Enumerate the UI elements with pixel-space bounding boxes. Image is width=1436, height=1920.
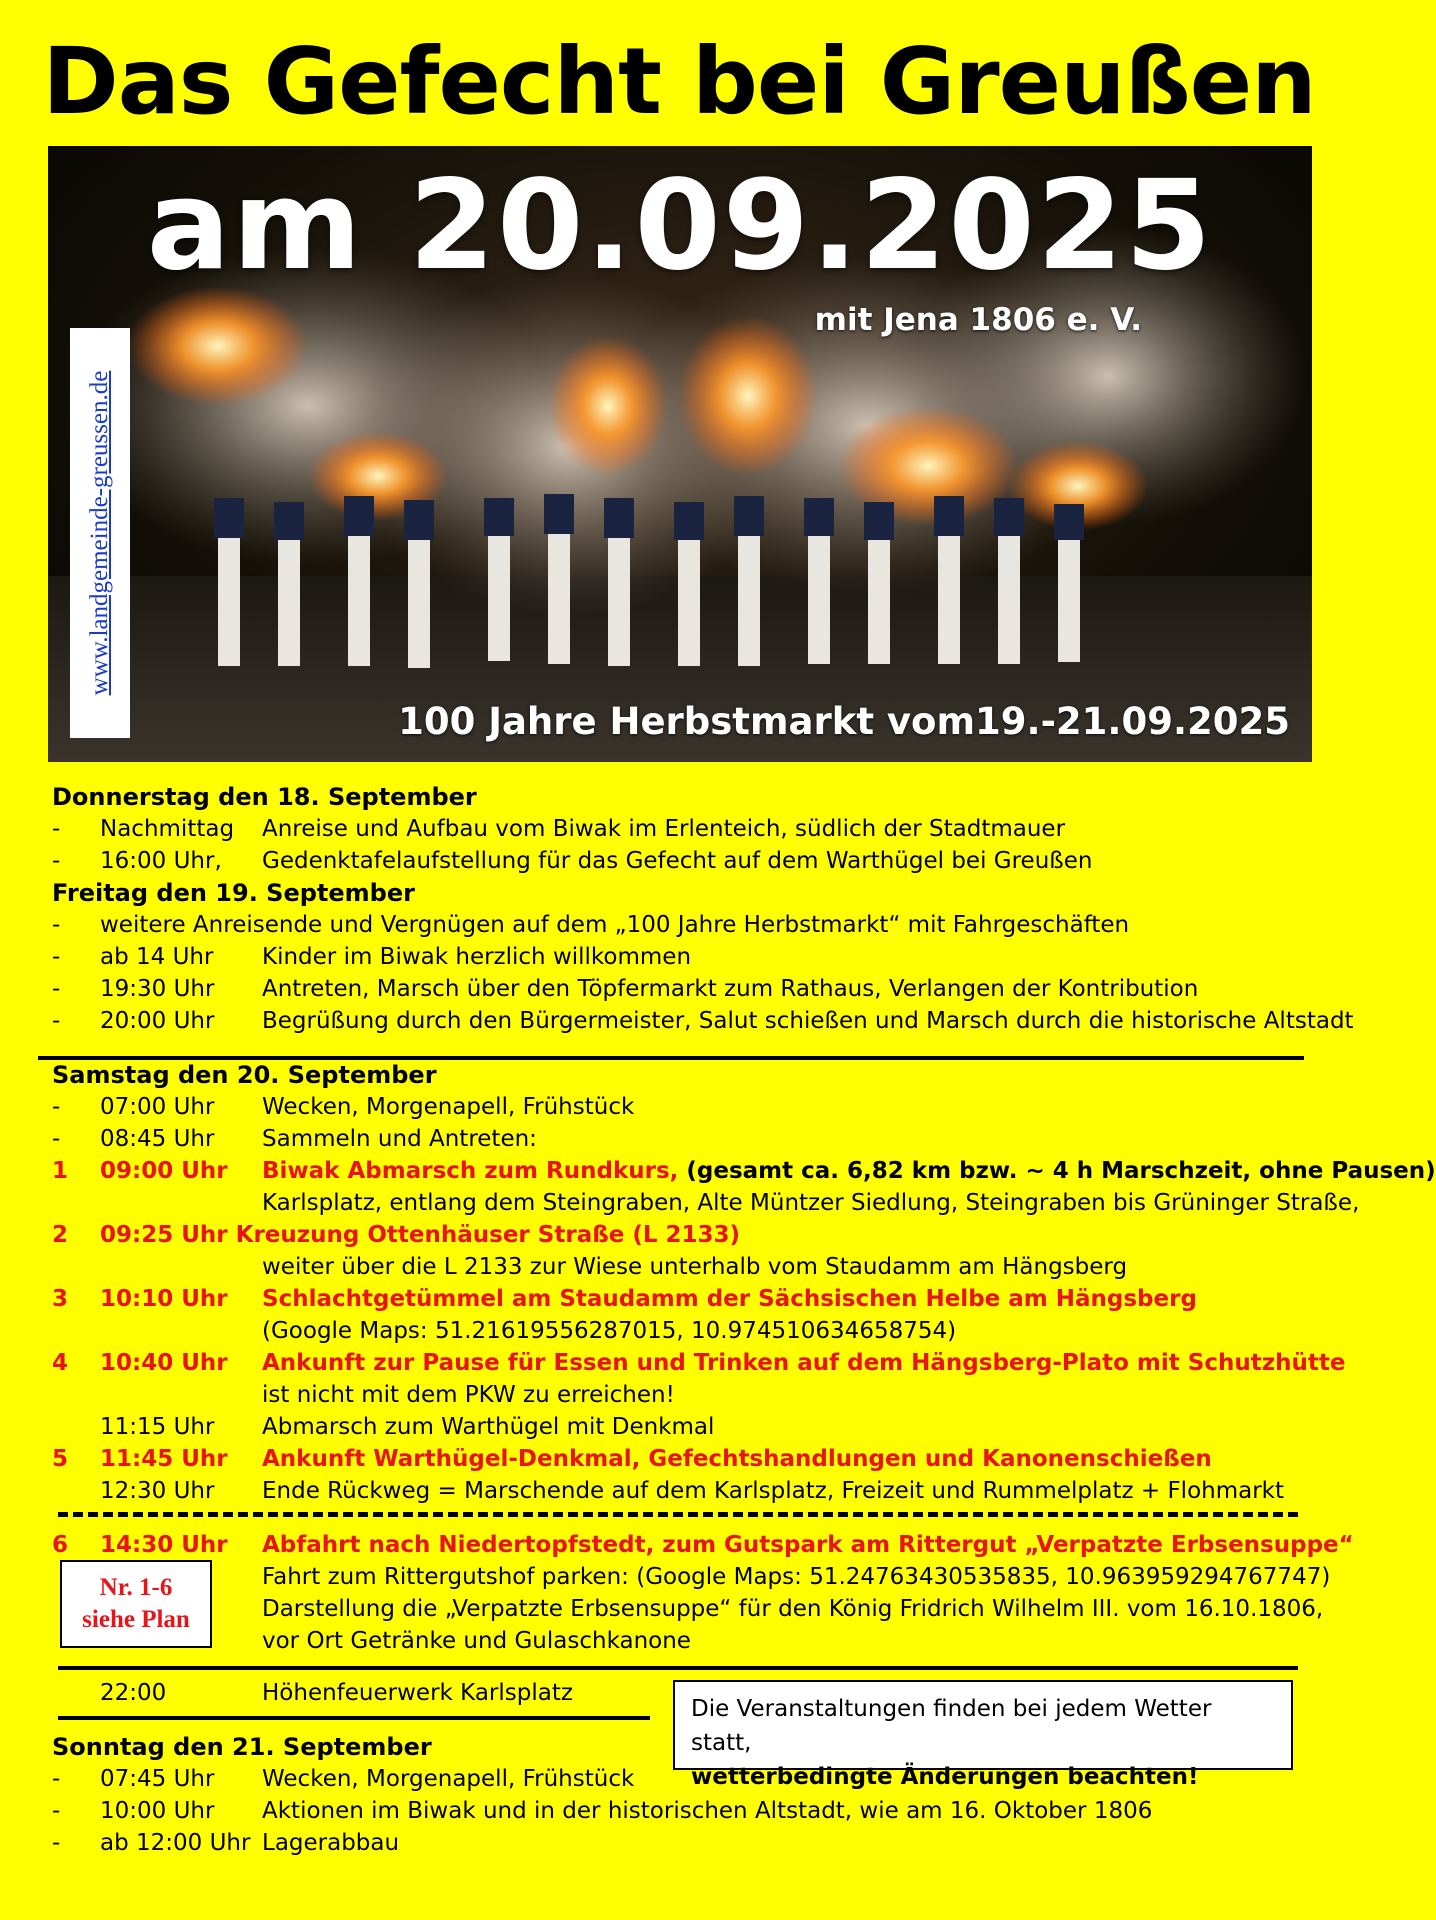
row-time: 11:15 Uhr <box>100 1414 215 1440</box>
row-text: (Google Maps: 51.21619556287015, 10.974510634658754) <box>262 1318 957 1344</box>
day-heading-saturday: Samstag den 20. September <box>52 1061 437 1089</box>
plan-note <box>60 1560 212 1648</box>
row-marker: - <box>52 1126 61 1152</box>
day-heading-thursday: Donnerstag den 18. September <box>52 783 477 811</box>
weather-note-line1: Die Veranstaltungen finden bei jedem Wetter statt, <box>691 1696 1212 1756</box>
row-text: Begrüßung durch den Bürgermeister, Salut schießen und Marsch durch die historische Altstadt <box>262 1008 1354 1034</box>
row-text: Abfahrt nach Niedertopfstedt, zum Gutspark am Rittergut „Verpatzte Erbsensuppe“ <box>262 1532 1354 1558</box>
row-text: ist nicht mit dem PKW zu erreichen! <box>262 1382 675 1408</box>
station-number: 4 <box>52 1350 69 1376</box>
event-photo <box>48 146 1312 762</box>
station-number: 3 <box>52 1286 69 1312</box>
day-heading-sunday: Sonntag den 21. September <box>52 1733 432 1761</box>
row-text: Biwak Abmarsch zum Rundkurs, <box>262 1158 679 1184</box>
row-time: Nachmittag <box>100 816 235 842</box>
row-text: Ankunft Warthügel-Denkmal, Gefechtshandlungen und Kanonenschießen <box>262 1446 1212 1472</box>
row-text: Aktionen im Biwak und in der historischen Altstadt, wie am 16. Oktober 1806 <box>262 1798 1153 1824</box>
website-badge <box>70 328 130 738</box>
station-number: 2 <box>52 1222 69 1248</box>
row-marker: - <box>52 1830 61 1856</box>
website-link[interactable]: www.landgemeinde-greussen.de <box>86 370 113 696</box>
row-marker: - <box>52 1798 61 1824</box>
divider <box>58 1666 1298 1670</box>
row-marker: - <box>52 944 61 970</box>
divider <box>58 1716 650 1720</box>
row-text: Antreten, Marsch über den Töpfermarkt zum Rathaus, Verlangen der Kontribution <box>262 976 1199 1002</box>
row-extra: (gesamt ca. 6,82 km bzw. ~ 4 h Marschzeit, ohne Pausen) <box>678 1158 1436 1184</box>
row-time: 14:30 Uhr <box>100 1532 228 1558</box>
row-marker: - <box>52 976 61 1002</box>
weather-note <box>673 1680 1293 1790</box>
day-heading-friday: Freitag den 19. September <box>52 879 415 907</box>
row-marker: - <box>52 1008 61 1034</box>
row-time: 12:30 Uhr <box>100 1478 215 1504</box>
row-time: 22:00 <box>100 1680 167 1706</box>
row-text: Kinder im Biwak herzlich willkommen <box>262 944 692 970</box>
plan-note-line1: Nr. 1-6 <box>99 1574 173 1601</box>
station-number: 1 <box>52 1158 69 1184</box>
row-marker: - <box>52 912 61 938</box>
row-time: 10:10 Uhr <box>100 1286 228 1312</box>
row-text: weitere Anreisende und Vergnügen auf dem „100 Jahre Herbstmarkt“ mit Fahrgeschäften <box>100 912 1130 938</box>
row-time: ab 12:00 Uhr <box>100 1830 251 1856</box>
poster-title: Das Gefecht bei Greußen <box>42 28 1316 135</box>
event-date: am 20.09.2025 <box>146 154 1214 298</box>
plan-note-line2: siehe Plan <box>82 1606 190 1633</box>
row-text: Fahrt zum Rittergutshof parken: (Google Maps: 51.24763430535835, 10.963959294767747) <box>262 1564 1331 1590</box>
row-time: 10:00 Uhr <box>100 1798 215 1824</box>
row-text: Karlsplatz, entlang dem Steingraben, Alte Müntzer Siedlung, Steingraben bis Grüninger Straße, <box>262 1190 1360 1216</box>
row-time: ab 14 Uhr <box>100 944 214 970</box>
row-text: vor Ort Getränke und Gulaschkanone <box>262 1628 691 1654</box>
row-text: Abmarsch zum Warthügel mit Denkmal <box>262 1414 715 1440</box>
station-number: 6 <box>52 1532 69 1558</box>
row-marker: - <box>52 816 61 842</box>
row-time: 16:00 Uhr, <box>100 848 222 874</box>
row-time: 11:45 Uhr <box>100 1446 228 1472</box>
row-text: weiter über die L 2133 zur Wiese unterhalb vom Staudamm am Hängsberg <box>262 1254 1128 1280</box>
row-time: 20:00 Uhr <box>100 1008 215 1034</box>
row-text: Wecken, Morgenapell, Frühstück <box>262 1094 635 1120</box>
row-text: Sammeln und Antreten: <box>262 1126 537 1152</box>
organizer-label: mit Jena 1806 e. V. <box>814 302 1142 338</box>
dashed-divider <box>58 1512 1298 1517</box>
row-text: Höhenfeuerwerk Karlsplatz <box>262 1680 573 1706</box>
row-text: Ankunft zur Pause für Essen und Trinken auf dem Hängsberg-Plato mit Schutzhütte <box>262 1350 1346 1376</box>
row-marker: - <box>52 1766 61 1792</box>
row-text: Gedenktafelaufstellung für das Gefecht auf dem Warthügel bei Greußen <box>262 848 1093 874</box>
row-time: 10:40 Uhr <box>100 1350 228 1376</box>
row-text: Ende Rückweg = Marschende auf dem Karlsplatz, Freizeit und Rummelplatz + Flohmarkt <box>262 1478 1285 1504</box>
row-time: 09:25 Uhr Kreuzung Ottenhäuser Straße (L 2133) <box>100 1222 741 1248</box>
row-text: Lagerabbau <box>262 1830 400 1856</box>
row-time: 19:30 Uhr <box>100 976 215 1002</box>
row-time: 08:45 Uhr <box>100 1126 215 1152</box>
station-number: 5 <box>52 1446 69 1472</box>
weather-note-line2: wetterbedingte Änderungen beachten! <box>691 1764 1199 1790</box>
row-marker: - <box>52 1094 61 1120</box>
row-text: Wecken, Morgenapell, Frühstück <box>262 1766 635 1792</box>
row-time: 09:00 Uhr <box>100 1158 228 1184</box>
row-time: 07:45 Uhr <box>100 1766 215 1792</box>
row-text: Darstellung die „Verpatzte Erbsensuppe“ für den König Fridrich Wilhelm III. vom 16.10.1806, <box>262 1596 1324 1622</box>
row-text: Schlachtgetümmel am Staudamm der Sächsischen Helbe am Hängsberg <box>262 1286 1197 1312</box>
row-text: Anreise und Aufbau vom Biwak im Erlenteich, südlich der Stadtmauer <box>262 816 1066 842</box>
row-time: 07:00 Uhr <box>100 1094 215 1120</box>
herbstmarkt-label: 100 Jahre Herbstmarkt vom19.-21.09.2025 <box>398 700 1290 743</box>
row-marker: - <box>52 848 61 874</box>
